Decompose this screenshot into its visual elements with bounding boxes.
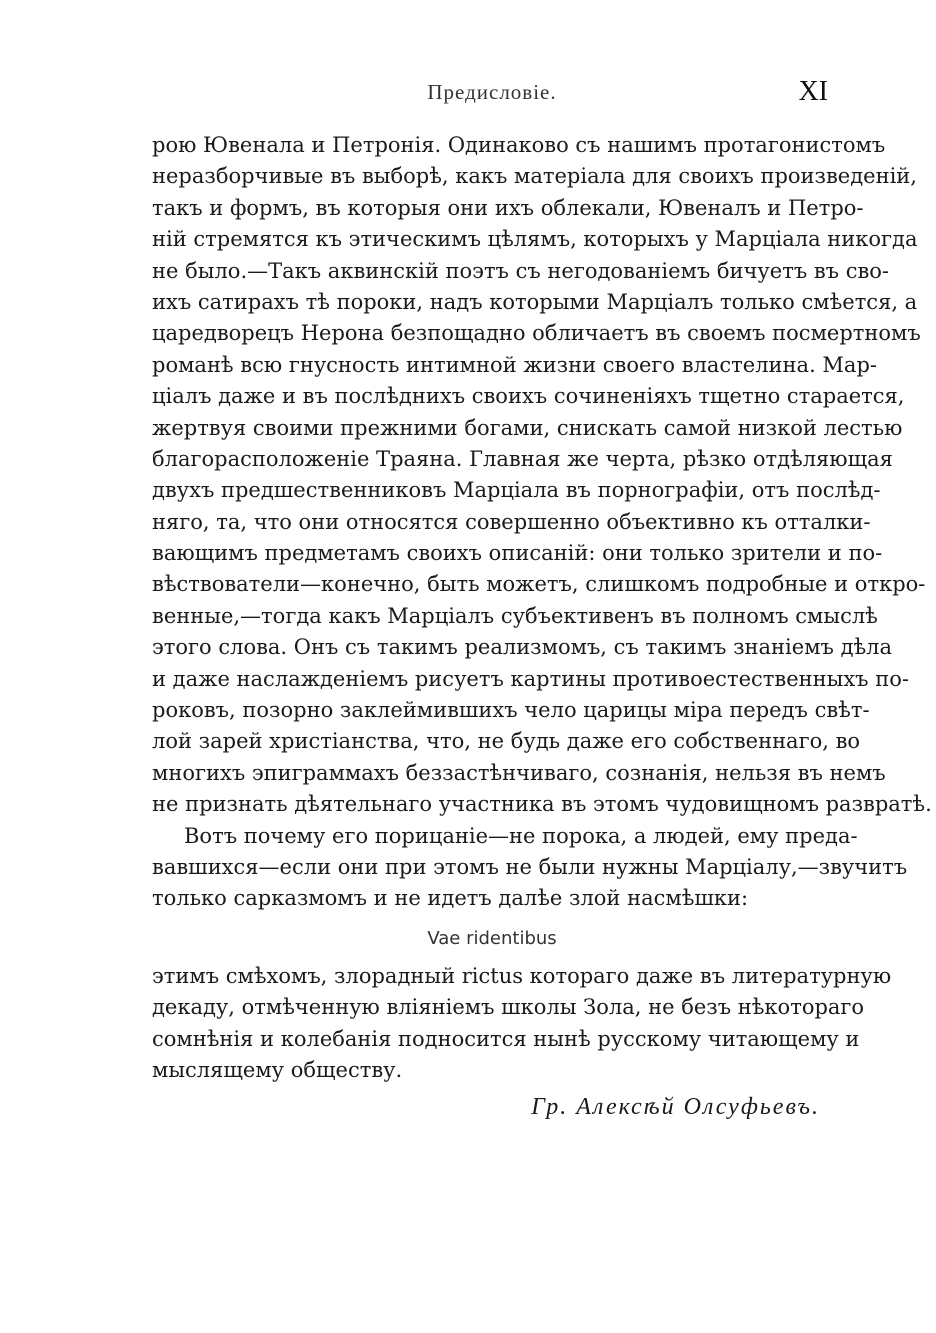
text-line: двухъ предшественниковъ Марціала въ порнографіи, отъ послѣд- bbox=[152, 478, 881, 503]
text-line: этимъ смѣхомъ, злорадный rictus котораго даже въ литературную bbox=[152, 963, 892, 988]
author-signature: Гр. Алексѣй Олсуфьевъ. bbox=[531, 1094, 820, 1120]
text-line: венные,—тогда какъ Марціалъ субъективенъ въ полномъ смыслѣ bbox=[152, 603, 878, 628]
text-line: роковъ, позорно заклеймившихъ чело царицы міра передъ свѣт- bbox=[152, 698, 870, 723]
text-line: такъ и формъ, въ которыя они ихъ облекали, Ювеналъ и Петро- bbox=[152, 195, 864, 220]
text-line: романѣ всю гнусность интимной жизни своего властелина. Мар- bbox=[152, 352, 877, 377]
text-line: этого слова. Онъ съ такимъ реализмомъ, съ такимъ знаніемъ дѣла bbox=[152, 635, 893, 660]
text-line: царедворецъ Нерона безпощадно обличаетъ въ своемъ посмертномъ bbox=[152, 321, 921, 346]
text-line: неразборчивые въ выборѣ, какъ матеріала для своихъ произведеній, bbox=[152, 164, 917, 189]
running-head bbox=[152, 76, 832, 110]
text-line: только сарказмомъ и не идетъ далѣе злой насмѣшки: bbox=[152, 886, 749, 911]
text-line: вавшихся—если они при этомъ не были нужны Марціалу,—звучитъ bbox=[152, 854, 908, 879]
paragraph-1 bbox=[152, 130, 932, 821]
text-line: мыслящему обществу. bbox=[152, 1057, 403, 1082]
text-line: ціалъ даже и въ послѣднихъ своихъ сочиненіяхъ тщетно старается, bbox=[152, 384, 905, 409]
text-line: сомнѣнія и колебанія подносится нынѣ русскому читающему и bbox=[152, 1026, 860, 1051]
paragraph-2 bbox=[152, 821, 908, 915]
text-line: вающимъ предметамъ своихъ описаній: они только зрители и по- bbox=[152, 541, 883, 566]
text-line: ній стремятся къ этическимъ цѣлямъ, которыхъ у Марціала никогда bbox=[152, 227, 918, 252]
paragraph-3 bbox=[152, 961, 892, 1087]
text-line: декаду, отмѣченную вліяніемъ школы Зола, не безъ нѣкотораго bbox=[152, 995, 865, 1020]
body-text bbox=[152, 130, 932, 1086]
text-line: жертвуя своими прежними богами, снискать самой низкой лестью bbox=[152, 415, 903, 440]
page-number: XI bbox=[798, 76, 828, 107]
text-line: лой зарей христіанства, что, не будь даже его собственнаго, во bbox=[152, 729, 861, 754]
latin-quote: Vae ridentibus bbox=[427, 927, 557, 949]
text-line: ихъ сатирахъ тѣ пороки, надъ которыми Марціалъ только смѣется, а bbox=[152, 289, 918, 314]
text-line: многихъ эпиграммахъ беззастѣнчиваго, сознанія, нельзя въ немъ bbox=[152, 760, 886, 785]
text-line: не было.—Такъ аквинскій поэтъ съ негодованіемъ бичуетъ въ сво- bbox=[152, 258, 890, 283]
running-title: Предисловіе. bbox=[427, 80, 557, 104]
text-line: няго, та, что они относятся совершенно объективно къ отталки- bbox=[152, 509, 871, 534]
text-line: благорасположеніе Траяна. Главная же черта, рѣзко отдѣляющая bbox=[152, 446, 893, 471]
text-line: рою Ювенала и Петронія. Одинаково съ нашимъ протагонистомъ bbox=[152, 133, 886, 157]
text-line: и даже наслажденіемъ рисуетъ картины противоестественныхъ по- bbox=[152, 666, 909, 691]
text-line: вѣствователи—конечно, быть можетъ, слишкомъ подробные и откро- bbox=[152, 572, 926, 597]
text-line: не признать дѣятельнаго участника въ этомъ чудовищномъ развратѣ. bbox=[152, 792, 932, 817]
text-line: Вотъ почему его порицаніе—не порока, а людей, ему преда- bbox=[184, 823, 858, 848]
